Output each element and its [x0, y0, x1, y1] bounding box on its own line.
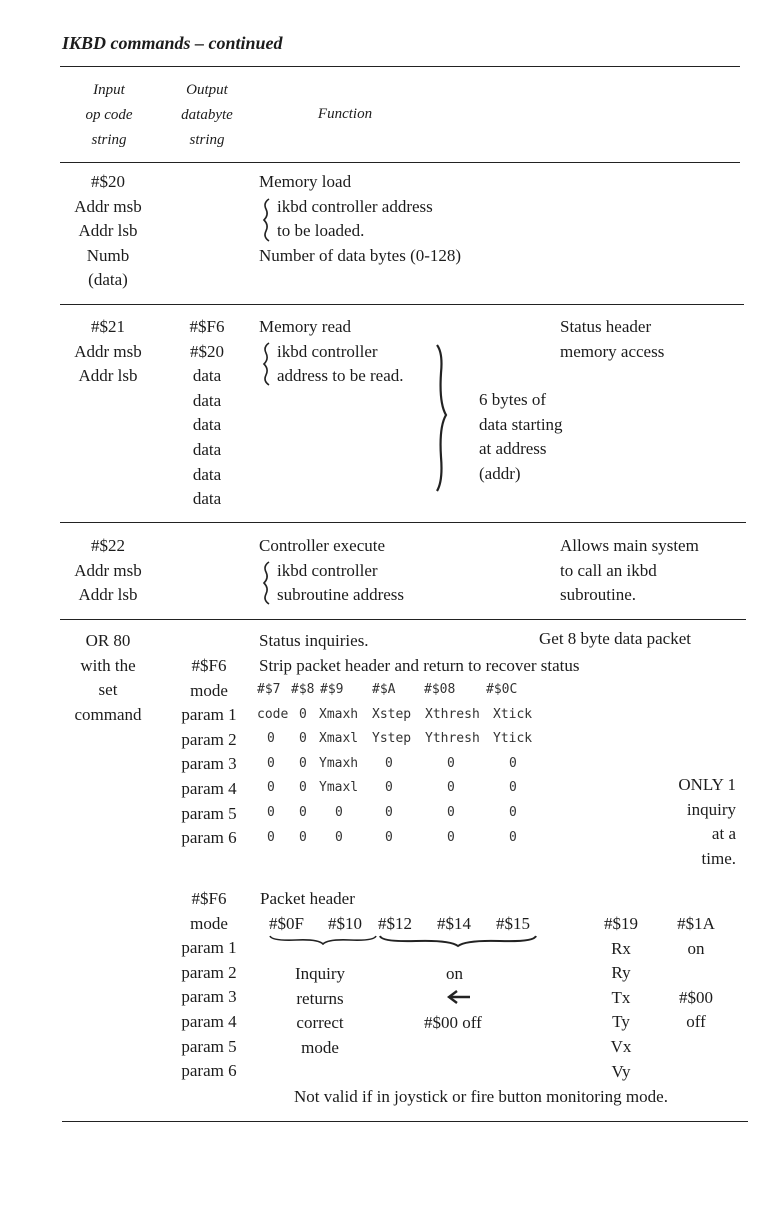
- s80-output: #$F6 mode param 1 param 2 param 3 param 4 param 5 param 6: [181, 656, 237, 848]
- packet-col-19: #$19 Rx Ry Tx Ty Vx Vy: [604, 914, 638, 1081]
- s21-status: Status header memory access: [560, 317, 665, 361]
- s21-note: 6 bytes of data starting at address (addr): [479, 390, 563, 483]
- param-table-row: 0 0 Xmaxl Ystep Ythresh Ytick: [267, 731, 533, 747]
- page-title: IKBD commands – continued: [62, 33, 283, 53]
- s20-brace: [261, 197, 273, 243]
- packet-on: on: [446, 964, 463, 983]
- s21-brace-left: [261, 341, 273, 387]
- packet-code-14: #$14: [437, 914, 471, 933]
- s21-input: #$21 Addr msb Addr lsb: [74, 317, 142, 386]
- rule-s22: [60, 619, 746, 620]
- param-table-row: 0 0 0 0 0 0: [267, 829, 517, 845]
- packet-code-0f: #$0F: [269, 914, 304, 933]
- rule-bottom: [62, 1121, 748, 1122]
- param-table-row: 0 0 Ymaxl 0 0 0: [267, 780, 517, 796]
- s20-function: Memory load ikbd controller address to be loaded. Number of data bytes (0-128): [259, 172, 462, 265]
- packet-code-15: #$15: [496, 914, 530, 933]
- s80-func-line2: Strip packet header and return to recover status: [259, 656, 580, 675]
- param-table-row: 0 0 0 0 0 0: [267, 804, 517, 820]
- rule-s21: [60, 522, 746, 523]
- rule-top: [60, 66, 740, 67]
- packet-header-label: Packet header: [260, 889, 355, 908]
- s21-function: Memory read ikbd controller address to be read.: [259, 317, 404, 386]
- packet-brace-left: [268, 934, 378, 946]
- param-table-row: 0 0 Ymaxh 0 0 0: [267, 755, 517, 771]
- header-output: Output databyte string: [181, 82, 233, 148]
- rule-s20: [60, 304, 744, 305]
- packet-col-1a: #$1A on #$00 off: [677, 914, 715, 1032]
- s22-note: Allows main system to call an ikbd subroutine.: [560, 536, 699, 605]
- s20-input: #$20 Addr msb Addr lsb Numb (data): [74, 172, 142, 290]
- param-table-row: code 0 Xmaxh Xstep Xthresh Xtick: [257, 706, 533, 722]
- s21-brace-right: [434, 343, 448, 493]
- s22-function: Controller execute ikbd controller subroutine address: [259, 536, 405, 605]
- s21-output: #$F6 #$20 data data data data data data: [189, 317, 225, 509]
- s80-func-line1-right: Get 8 byte data packet: [539, 629, 691, 648]
- packet-output: #$F6 mode param 1 param 2 param 3 param 4 param 5 param 6: [181, 889, 237, 1081]
- s22-brace: [261, 560, 273, 606]
- header-input: Input op code string: [85, 82, 133, 148]
- packet-footer-note: Not valid if in joystick or fire button monitoring mode.: [294, 1087, 668, 1106]
- packet-brace-right: [378, 934, 538, 948]
- header-function: Function: [317, 106, 373, 122]
- s80-func-line1: Status inquiries.: [259, 631, 369, 650]
- s80-input: OR 80 with the set command: [74, 631, 142, 724]
- left-arrow-icon: [446, 990, 472, 1004]
- param-table-header: #$7 #$8 #$9 #$A #$08 #$0C: [257, 682, 518, 697]
- packet-code-10: #$10: [328, 914, 362, 933]
- s22-input: #$22 Addr msb Addr lsb: [74, 536, 142, 605]
- packet-inquiry-note: Inquiry returns correct mode: [294, 964, 346, 1057]
- packet-code-12: #$12: [378, 914, 412, 933]
- packet-off: #$00 off: [424, 1013, 482, 1032]
- rule-header: [60, 162, 740, 163]
- s80-only-one-note: ONLY 1 inquiry at a time.: [678, 775, 736, 868]
- s80-param-table: [257, 678, 532, 850]
